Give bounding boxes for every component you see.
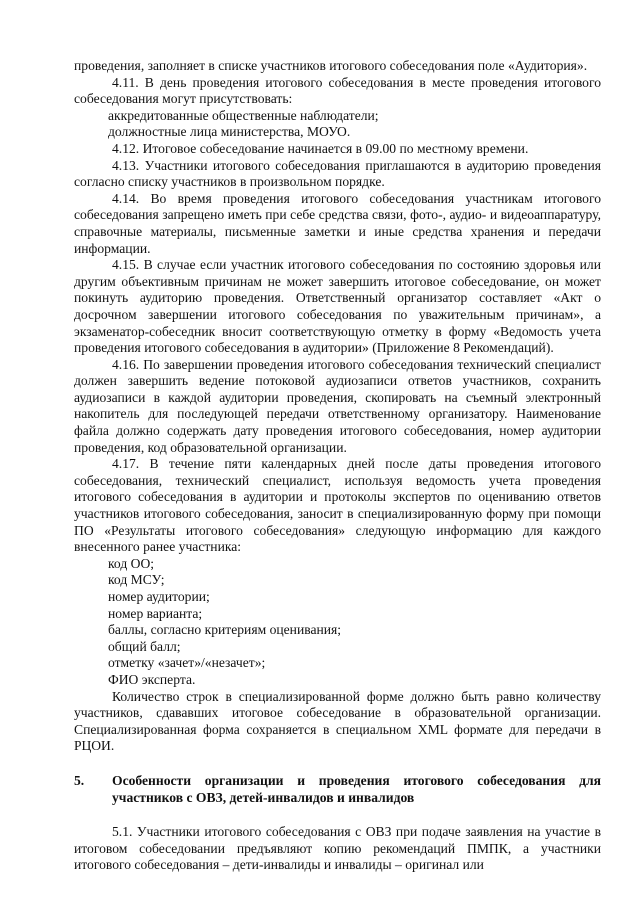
list-item: должностные лица министерства, МОУО. xyxy=(108,124,351,140)
paragraph-4-12: 4.12. Итоговое собеседование начинается в 09.00 по местному времени. xyxy=(112,140,529,156)
paragraph-4-15: 4.15. В случае если участник итогового собеседования по состоянию здоровья или другим объективным причинам не может завершить итоговое собеседование, он может покинуть аудиторию проведения. Ответственный организатор составляет «Акт о досрочном завершении итогового собеседования по уважительным причинам», а экзаменатор-собеседник вносит соответствующую отметку в форму «Ведомость учета проведения итогового собеседования в аудитории» (Приложение 8 Рекомендаций). xyxy=(74,257,601,356)
section-heading-5 xyxy=(74,773,601,806)
paragraph-4-17-tail: Количество строк в специализированной форме должно быть равно количеству участников, сдававших итоговое собеседование в образовательной организации. Специализированная форма сохраняется в специальном XML формате для передачи в РЦОИ. xyxy=(74,688,601,754)
list-item: баллы, согласно критериям оценивания; xyxy=(108,622,342,638)
list-item: код ОО; xyxy=(108,555,155,571)
list-item: ФИО эксперта. xyxy=(108,671,196,687)
list-item: общий балл; xyxy=(108,638,181,654)
paragraph-5-1: 5.1. Участники итогового собеседования с ОВЗ при подаче заявления на участие в итоговом собеседовании предъявляют копию рекомендаций ПМПК, а участники итогового собеседования – дети-инвалиды и инвалиды – оригинал или xyxy=(74,824,601,873)
list-item: код МСУ; xyxy=(108,572,165,588)
list-item: аккредитованные общественные наблюдатели; xyxy=(108,107,379,123)
paragraph-4-11: 4.11. В день проведения итогового собеседования в месте проведения итогового собеседования могут присутствовать: xyxy=(74,74,601,107)
paragraph-4-14: 4.14. Во время проведения итогового собеседования участникам итогового собеседования запрещено иметь при себе средства связи, фото-, аудио- и видеоаппаратуру, справочные материалы, письменные заметки и иные средства хранения и передачи информации. xyxy=(74,190,601,256)
list-item: отметку «зачет»/«незачет»; xyxy=(108,655,266,671)
section-title: Особенности организации и проведения итогового собеседования для участников с ОВЗ, детей-инвалидов и инвалидов xyxy=(112,772,601,805)
paragraph-continuation: проведения, заполняет в списке участников итогового собеседования поле «Аудитория». xyxy=(74,58,588,73)
list-item: номер аудитории; xyxy=(108,589,210,604)
section-number: 5. xyxy=(74,772,85,788)
paragraph-4-16: 4.16. По завершении проведения итогового собеседования технический специалист должен завершить ведение потоковой аудиозаписи ответов участников, сохранить аудиозаписи в каждой аудитории проведения, скопировать на съемный электронный накопитель для последующей передачи ответственному организатору. Наименование файла должно содержать дату проведения итогового собеседования, номер аудитории проведения, код образовательной организации. xyxy=(74,356,601,455)
list-4-17 xyxy=(74,556,601,689)
paragraph-4-13: 4.13. Участники итогового собеседования приглашаются в аудиторию проведения согласно списку участников в произвольном порядке. xyxy=(74,157,601,190)
list-item: номер варианта; xyxy=(108,605,203,621)
list-4-11 xyxy=(74,108,601,141)
paragraph-4-17: 4.17. В течение пяти календарных дней после даты проведения итогового собеседования, технический специалист, используя ведомость учета проведения итогового собеседования в аудитории и протоколы экспертов по оцениванию ответов участников итогового собеседования, заносит в специализированную форму при помощи ПО «Результаты итогового собеседования» следующую информацию для каждого внесенного ранее участника: xyxy=(74,456,601,555)
